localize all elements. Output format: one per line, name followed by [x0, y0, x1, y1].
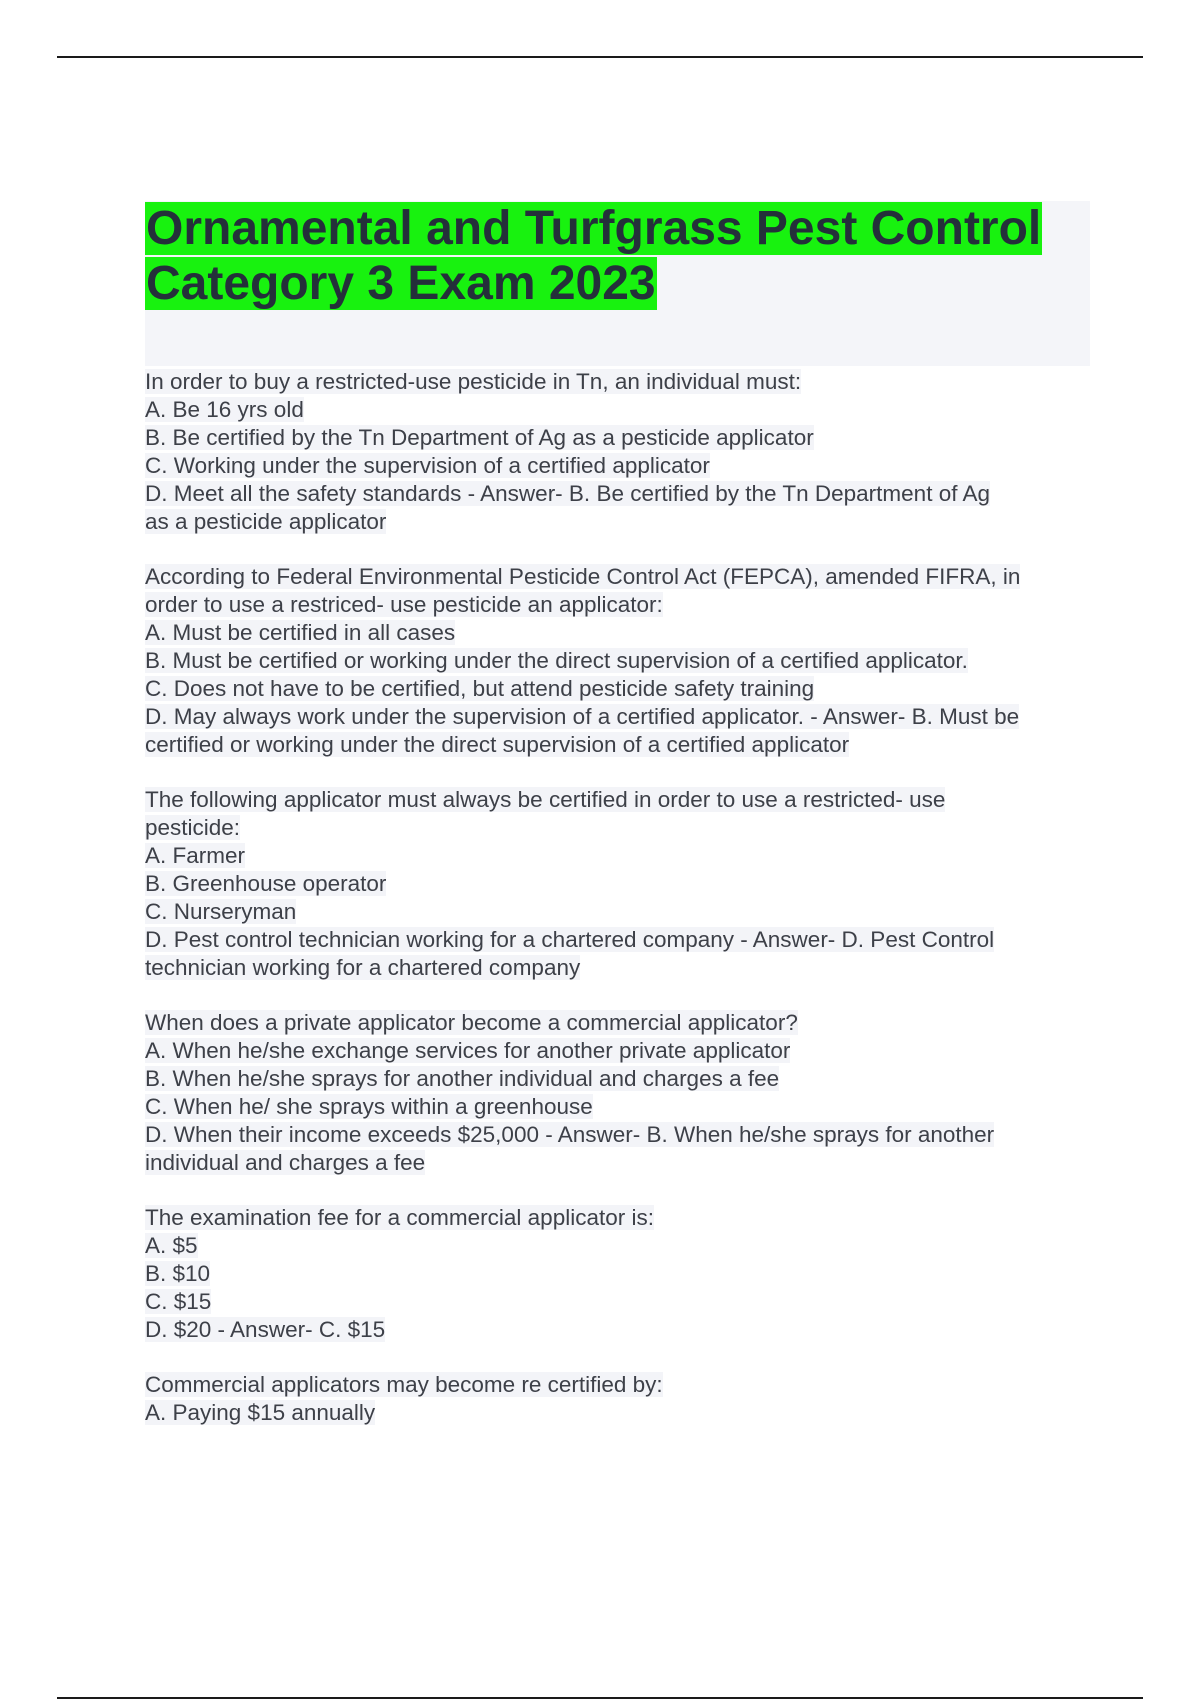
line-text: B. Greenhouse operator [145, 871, 387, 896]
question-line [145, 480, 1095, 508]
question-line [145, 703, 1095, 731]
question-line [145, 452, 1095, 480]
bottom-rule [57, 1697, 1143, 1699]
question-line [145, 1121, 1095, 1149]
question-line [145, 954, 1095, 982]
question-line [145, 619, 1095, 647]
question-line [145, 1037, 1095, 1065]
question-text [145, 786, 1095, 814]
line-text: The examination fee for a commercial applicator is: [145, 1205, 654, 1230]
question-text [145, 1204, 1095, 1232]
line-text: as a pesticide applicator [145, 509, 387, 534]
line-text: A. Be 16 yrs old [145, 397, 304, 422]
question-block [145, 1009, 1095, 1177]
question-block [145, 1371, 1095, 1427]
line-text: A. $5 [145, 1233, 198, 1258]
line-text: D. $20 - Answer- C. $15 [145, 1317, 386, 1342]
question-line [145, 1260, 1095, 1288]
line-text: D. Pest control technician working for a chartered company - Answer- D. Pest Control [145, 927, 995, 952]
line-text: order to use a restriced- use pesticide an applicator: [145, 592, 663, 617]
title-line: Ornamental and Turfgrass Pest Control [146, 202, 1042, 255]
question-text [145, 1009, 1095, 1037]
question-line [145, 591, 1095, 619]
title-line: Category 3 Exam 2023 [146, 257, 656, 310]
question-text [145, 1371, 1095, 1399]
question-line [145, 1288, 1095, 1316]
question-line [145, 926, 1095, 954]
question-line [145, 1232, 1095, 1260]
question-text [145, 563, 1095, 591]
line-text: In order to buy a restricted-use pesticide in Tn, an individual must: [145, 369, 802, 394]
question-line [145, 842, 1095, 870]
top-rule [57, 56, 1143, 58]
question-line [145, 1399, 1095, 1427]
line-text: C. When he/ she sprays within a greenhouse [145, 1094, 593, 1119]
line-text: When does a private applicator become a commercial applicator? [145, 1010, 798, 1035]
line-text: D. When their income exceeds $25,000 - Answer- B. When he/she sprays for another [145, 1122, 995, 1147]
question-block [145, 786, 1095, 982]
line-text: A. Must be certified in all cases [145, 620, 456, 645]
question-line [145, 870, 1095, 898]
line-text: According to Federal Environmental Pesticide Control Act (FEPCA), amended FIFRA, in [145, 564, 1021, 589]
question-line [145, 1065, 1095, 1093]
line-text: Commercial applicators may become re certified by: [145, 1372, 663, 1397]
line-text: A. Farmer [145, 843, 246, 868]
question-line [145, 731, 1095, 759]
line-text: C. Working under the supervision of a certified applicator [145, 453, 710, 478]
line-text: individual and charges a fee [145, 1150, 426, 1175]
question-list [145, 368, 1095, 1454]
question-text [145, 368, 1095, 396]
question-line [145, 814, 1095, 842]
question-line [145, 1149, 1095, 1177]
line-text: C. $15 [145, 1289, 212, 1314]
line-text: technician working for a chartered company [145, 955, 581, 980]
line-text: D. Meet all the safety standards - Answer- B. Be certified by the Tn Department of Ag [145, 481, 990, 506]
line-text: B. Must be certified or working under the direct supervision of a certified applicator. [145, 648, 968, 673]
document-title [145, 201, 1090, 311]
question-line [145, 898, 1095, 926]
line-text: B. Be certified by the Tn Department of Ag as a pesticide applicator [145, 425, 814, 450]
line-text: C. Does not have to be certified, but attend pesticide safety training [145, 676, 815, 701]
question-block [145, 563, 1095, 759]
question-line [145, 424, 1095, 452]
question-line [145, 1093, 1095, 1121]
question-line [145, 647, 1095, 675]
question-line [145, 508, 1095, 536]
line-text: C. Nurseryman [145, 899, 297, 924]
question-line [145, 675, 1095, 703]
question-line [145, 1316, 1095, 1344]
line-text: A. When he/she exchange services for another private applicator [145, 1038, 791, 1063]
title-block [145, 201, 1090, 366]
line-text: A. Paying $15 annually [145, 1400, 376, 1425]
line-text: pesticide: [145, 815, 241, 840]
question-block [145, 368, 1095, 536]
question-block [145, 1204, 1095, 1344]
question-line [145, 396, 1095, 424]
line-text: B. When he/she sprays for another individual and charges a fee [145, 1066, 780, 1091]
line-text: D. May always work under the supervision of a certified applicator. - Answer- B. Must be [145, 704, 1020, 729]
line-text: B. $10 [145, 1261, 211, 1286]
line-text: certified or working under the direct supervision of a certified applicator [145, 732, 850, 757]
line-text: The following applicator must always be certified in order to use a restricted- use [145, 787, 946, 812]
